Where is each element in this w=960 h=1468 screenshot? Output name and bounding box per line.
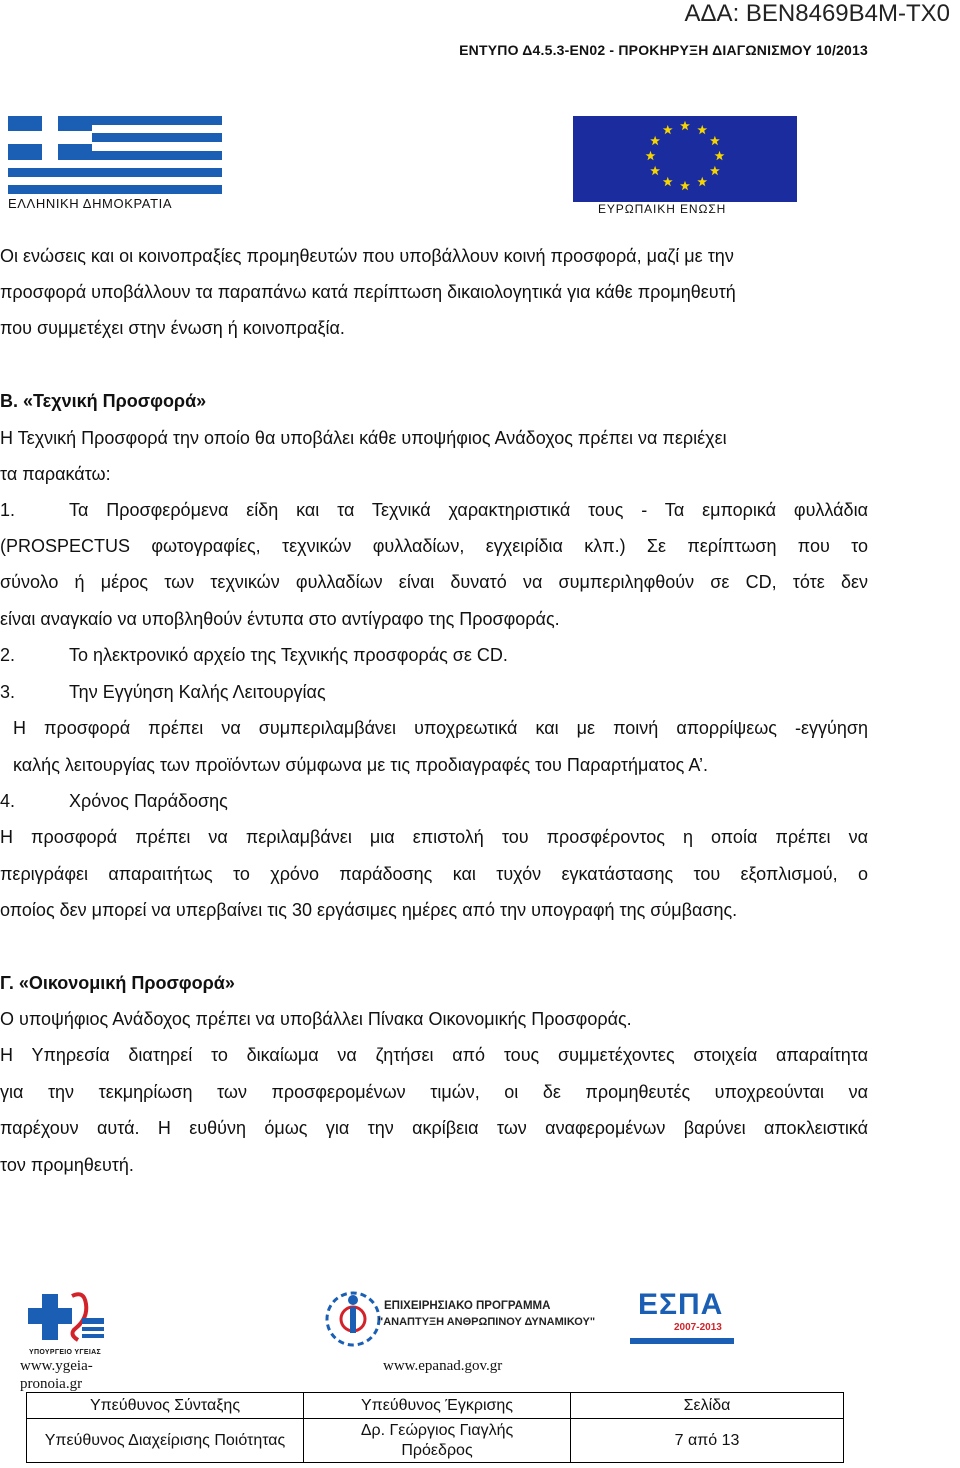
- approver-title: Πρόεδρος: [401, 1441, 473, 1459]
- intro-line-1: Οι ενώσεις και οι κοινοπραξίες προμηθευτών που υποβάλλουν κοινή προσφορά, μαζί με την: [0, 246, 734, 266]
- item-3-cont-2: καλής λειτουργίας των προϊόντων σύμφωνα με τις προδιαγραφές του Παραρτήματος Α’.: [13, 755, 709, 775]
- approver-name-cell: [304, 1419, 571, 1463]
- section-c-line-1: Ο υποψήφιος Ανάδοχος πρέπει να υποβάλλει Πίνακα Οικονομικής Προσφοράς.: [0, 1009, 632, 1029]
- section-c-line-5: τον προμηθευτή.: [0, 1155, 134, 1175]
- item-3-text: Την Εγγύηση Καλής Λειτουργίας: [69, 682, 326, 702]
- ministry-link-part-2[interactable]: pronoia.gr: [20, 1376, 83, 1392]
- page-header-cell: Σελίδα: [571, 1393, 844, 1419]
- page-number-cell: 7 από 13: [571, 1419, 844, 1463]
- espa-years: 2007-2013: [674, 1322, 722, 1333]
- section-b-line-2: τα παρακάτω:: [0, 464, 111, 484]
- eu-flag-logo: [573, 116, 797, 202]
- section-c-line-2: Η Υπηρεσία διατηρεί το δικαίωμα να ζητήσει από τους συμμετέχοντες στοιχεία απαραίτητα: [0, 1045, 868, 1065]
- section-c-line-3: για την τεκμηρίωση των προσφερομένων τιμών, οι δε προμηθευτές υποχρεούνται να: [0, 1082, 868, 1102]
- item-2-number: 2.: [0, 645, 16, 665]
- signature-table-value-row: [27, 1419, 844, 1463]
- item-4-text: Χρόνος Παράδοσης: [69, 791, 228, 811]
- signature-table: [26, 1392, 844, 1463]
- greece-caption: ΕΛΛΗΝΙΚΗ ΔΗΜΟΚΡΑΤΙΑ: [8, 196, 173, 211]
- intro-line-3: που συμμετέχει στην ένωση ή κοινοπραξία.: [0, 318, 345, 338]
- approver-name: Δρ. Γεώργιος Γιαγλής: [360, 1421, 514, 1439]
- ministry-of-health-logo: [20, 1288, 110, 1358]
- item-1-number: 1.: [0, 500, 16, 520]
- section-b-title: Β. «Τεχνική Προσφορά»: [0, 391, 207, 411]
- ministry-caption: ΥΠΟΥΡΓΕΙΟ ΥΓΕΙΑΣ: [29, 1349, 101, 1356]
- epanad-logo: [320, 1286, 596, 1356]
- quality-manager-cell: Υπεύθυνος Διαχείρισης Ποιότητας: [27, 1419, 304, 1463]
- ada-code: ΑΔΑ: ΒΕΝ8469Β4Μ-ΤΧ0: [684, 0, 950, 27]
- item-4-cont-1: Η προσφορά πρέπει να περιλαμβάνει μια επιστολή του προσφέροντος η οποία πρέπει να: [0, 827, 868, 847]
- intro-line-2: προσφορά υποβάλλουν τα παραπάνω κατά περίπτωση δικαιολογητικά για κάθε προμηθευτή: [0, 282, 736, 302]
- espa-logo: [630, 1288, 740, 1350]
- section-c-title: Γ. «Οικονομική Προσφορά»: [0, 973, 235, 993]
- item-1-cont-2: σύνολο ή μέρος των τεχνικών φυλλαδίων είναι δυνατό να συμπεριληφθούν σε CD, τότε δεν: [0, 572, 868, 592]
- item-1-cont-3: είναι αναγκαίο να υποβληθούν έντυπα στο αντίγραφο της Προσφοράς.: [0, 609, 560, 629]
- item-4-number: 4.: [0, 791, 16, 811]
- approver-header-cell: Υπεύθυνος Έγκρισης: [304, 1393, 571, 1419]
- greek-flag-logo: [8, 116, 222, 194]
- ministry-link-part-1[interactable]: www.ygeia-: [20, 1358, 93, 1374]
- epanad-title: ΕΠΙΧΕΙΡΗΣΙΑΚΟ ΠΡΟΓΡΑΜΜΑ: [384, 1300, 551, 1312]
- author-header-cell: Υπεύθυνος Σύνταξης: [27, 1393, 304, 1419]
- epanad-emblem-icon: [320, 1286, 386, 1352]
- section-c-line-4: παρέχουν αυτά. Η ευθύνη όμως για την ακρίβεια των αναφερομένων βαρύνει αποκλειστικά: [0, 1118, 868, 1138]
- epanad-subtitle: "ΑΝΑΠΤΥΞΗ ΑΝΘΡΩΠΙΝΟΥ ΔΥΝΑΜΙΚΟΥ": [378, 1316, 596, 1328]
- epanad-link[interactable]: www.epanad.gov.gr: [383, 1358, 503, 1374]
- signature-table-header-row: [27, 1393, 844, 1419]
- item-1-cont-1: (PROSPECTUS φωτογραφίες, τεχνικών φυλλαδίων, εγχειρίδια κλπ.) Σε περίπτωση που το: [0, 536, 868, 556]
- section-b-line-1: Η Τεχνική Προσφορά την οποίο θα υποβάλει κάθε υποψήφιος Ανάδοχος πρέπει να περιέχει: [0, 428, 727, 448]
- espa-title: ΕΣΠΑ: [638, 1288, 724, 1321]
- eu-caption: ΕΥΡΩΠΑΙΚΗ ΕΝΩΣΗ: [598, 202, 727, 216]
- item-4-cont-3: οποίος δεν μπορεί να υπερβαίνει τις 30 εργάσιμες ημέρες από την υπογραφή της σύμβασης.: [0, 900, 738, 920]
- item-4-cont-2: περιγράφει απαραιτήτως το χρόνο παράδοσης και τυχόν εγκατάστασης του εξοπλισμού, ο: [0, 864, 868, 884]
- item-1-text: Τα Προσφερόμενα είδη και τα Τεχνικά χαρακτηριστικά τους - Τα εμπορικά φυλλάδια: [69, 500, 868, 520]
- form-code: ΕΝΤΥΠΟ Δ4.5.3-ΕΝ02 - ΠΡΟΚΗΡΥΞΗ ΔΙΑΓΩΝΙΣΜΟΥ 10/2013: [459, 42, 868, 58]
- espa-bar: [630, 1338, 734, 1344]
- item-3-number: 3.: [0, 682, 16, 702]
- item-2-text: Το ηλεκτρονικό αρχείο της Τεχνικής προσφοράς σε CD.: [69, 645, 508, 665]
- item-3-cont-1: Η προσφορά πρέπει να συμπεριλαμβάνει υποχρεωτικά και με ποινή απορρίψεως -εγγύηση: [13, 718, 868, 738]
